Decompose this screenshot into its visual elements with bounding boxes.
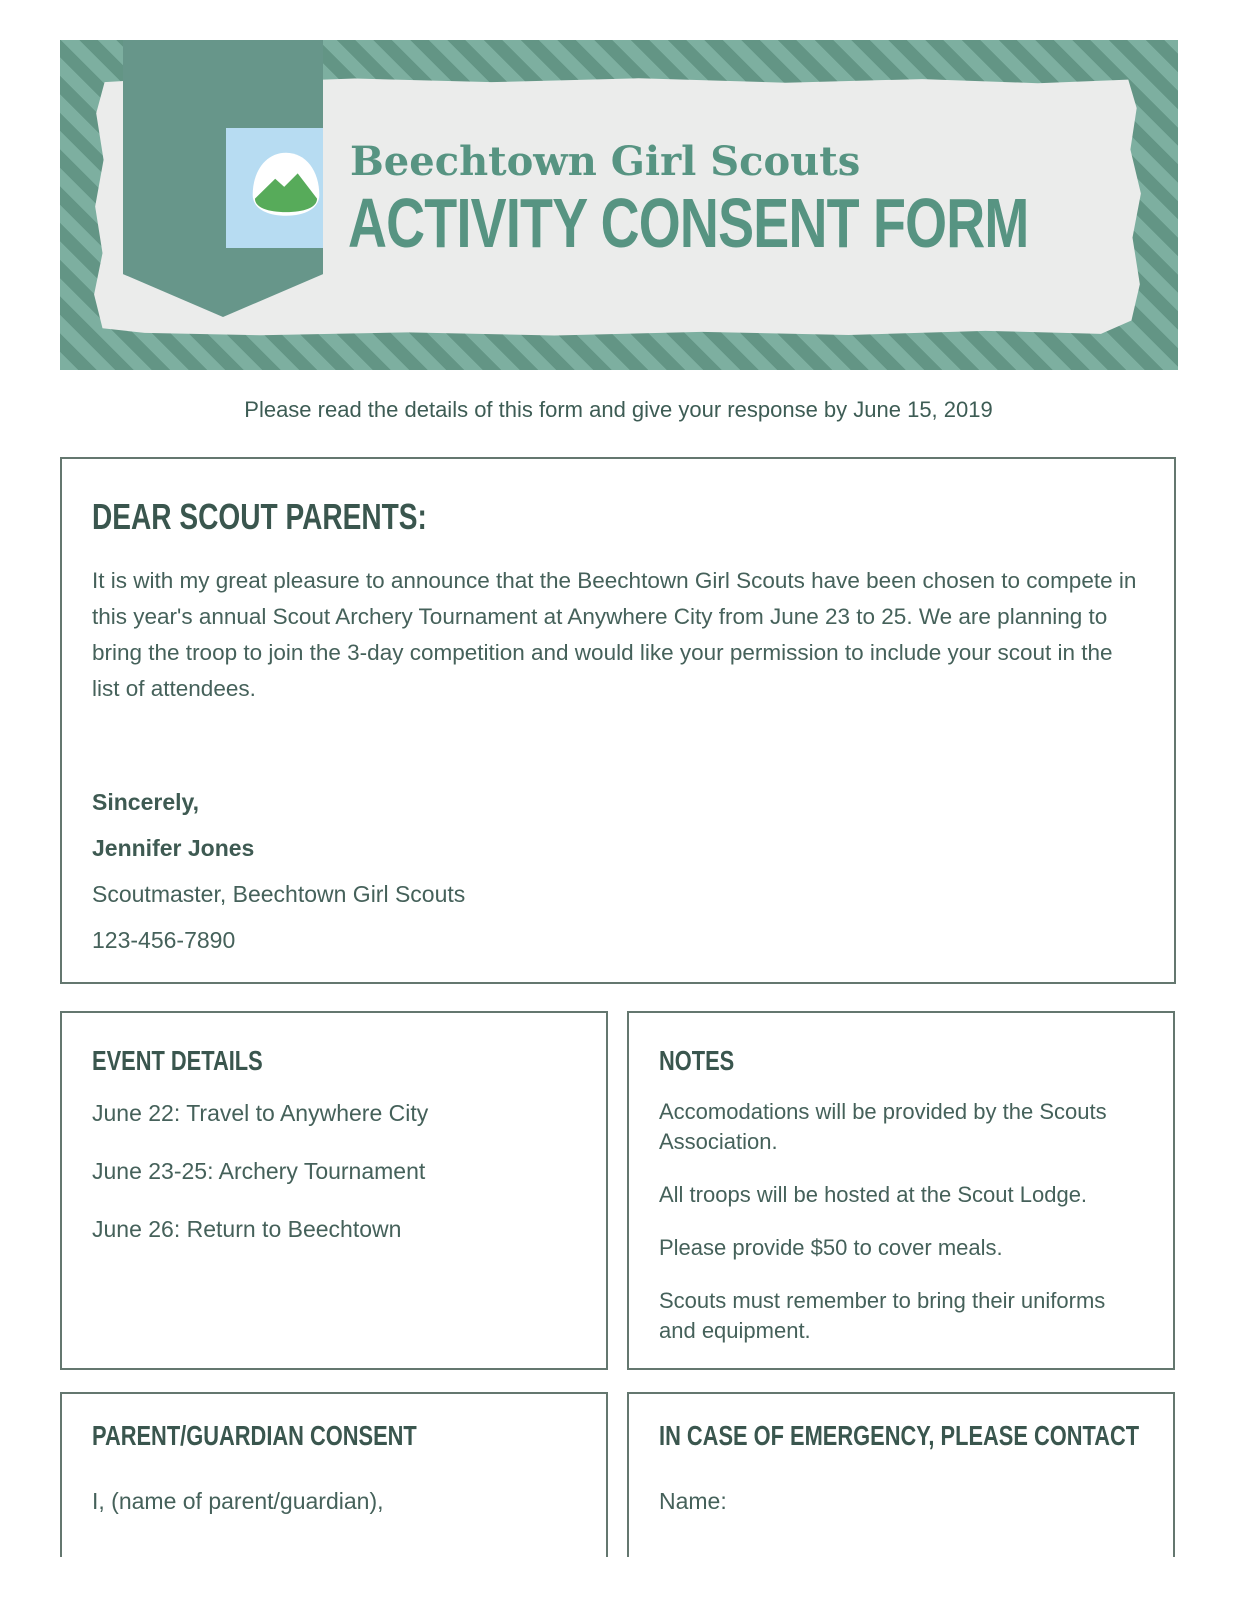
event-item: June 26: Return to Beechtown [92,1216,402,1242]
emergency-contact-section [627,1392,1175,1557]
organization-name: Beechtown Girl Scouts [350,138,861,185]
signer-phone: 123-456-7890 [92,927,236,953]
letter-heading: DEAR SCOUT PARENTS: [92,496,427,537]
event-details-section [60,1011,608,1370]
header-banner [60,40,1178,370]
mountain-icon [241,141,331,236]
signer-title: Scoutmaster, Beechtown Girl Scouts [92,881,466,907]
signer-name: Jennifer Jones [92,835,255,861]
note-item: Scouts must remember to bring their uniforms and equipment. [659,1288,1106,1343]
letter-section [60,457,1176,984]
notes-section [627,1011,1175,1370]
consent-section [60,1392,608,1557]
pennant-ribbon [123,40,323,317]
event-details-list [92,1100,576,1243]
letter-body: It is with my great pleasure to announce that the Beechtown Girl Scouts have been chosen to compete in this year's annual Scout Archery Tournament at Anywhere City from June 23 to 25. We are planning to bring the troop to join the 3-day competition and would like your permission to include your scout in the list of attendees. [92,568,1137,701]
emergency-name-label: Name: [659,1488,727,1514]
notes-list [659,1097,1121,1346]
letter-closing: Sincerely, [92,789,199,815]
event-item: June 23-25: Archery Tournament [92,1158,426,1184]
page-title: ACTIVITY CONSENT FORM [348,184,1029,262]
notes-heading: NOTES [659,1045,735,1076]
note-item: Please provide $50 to cover meals. [659,1235,1003,1260]
consent-heading: PARENT/GUARDIAN CONSENT [92,1420,417,1451]
event-details-heading: EVENT DETAILS [92,1045,263,1076]
signature-block [92,789,1144,953]
emergency-heading: IN CASE OF EMERGENCY, PLEASE CONTACT [659,1420,1140,1451]
note-item: Accomodations will be provided by the Scouts Association. [659,1099,1107,1154]
note-item: All troops will be hosted at the Scout Lodge. [659,1182,1088,1207]
event-item: June 22: Travel to Anywhere City [92,1100,429,1126]
consent-intro-text: I, (name of parent/guardian), [92,1488,384,1514]
instruction-text: Please read the details of this form and give your response by June 15, 2019 [244,397,993,422]
